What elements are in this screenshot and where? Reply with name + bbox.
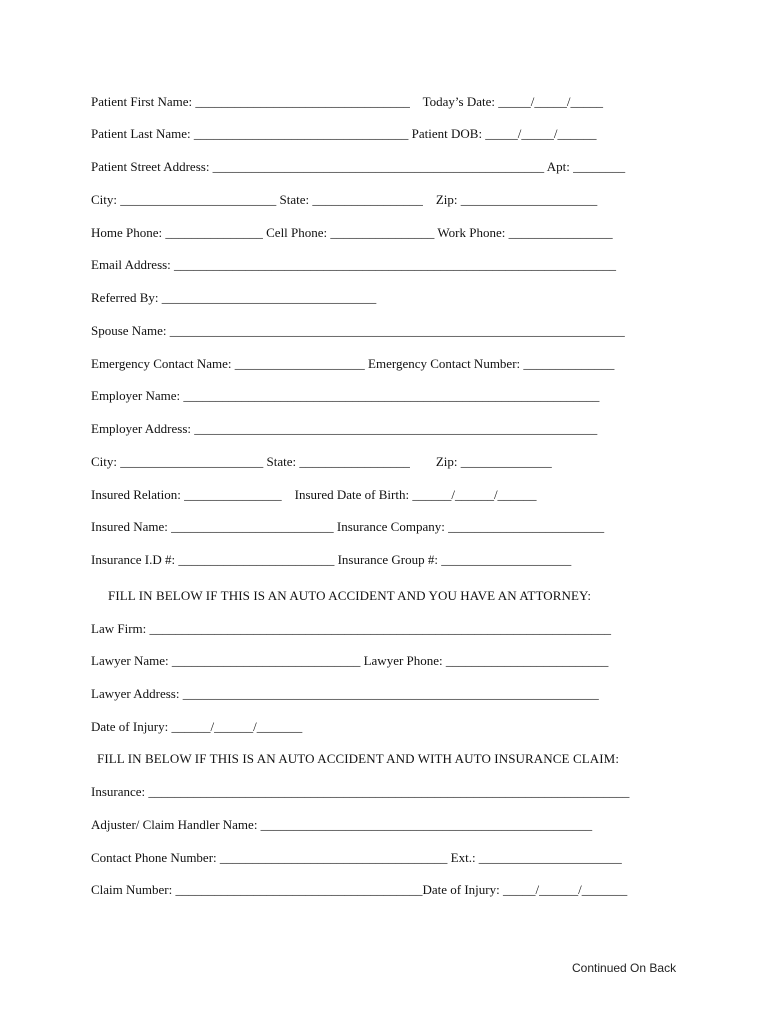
row-date-of-injury[interactable]: Date of Injury: ______/______/_______: [91, 719, 303, 734]
row-claim-number[interactable]: Claim Number: ______________________________________Date of Injury: _____/______/_______: [91, 882, 628, 897]
row-referred-by[interactable]: Referred By: _________________________________: [91, 290, 377, 305]
row-contact-phone[interactable]: Contact Phone Number: ___________________________________ Ext.: ______________________: [91, 850, 622, 865]
row-spouse-name[interactable]: Spouse Name: ______________________________________________________________________: [91, 323, 625, 338]
attorney-section-heading: FILL IN BELOW IF THIS IS AN AUTO ACCIDENT AND YOU HAVE AN ATTORNEY:: [108, 588, 592, 603]
row-patient-street-address[interactable]: Patient Street Address: ___________________________________________________ Apt: ________: [91, 159, 626, 174]
row-insurance[interactable]: Insurance: __________________________________________________________________________: [91, 784, 630, 799]
claim-section-heading: FILL IN BELOW IF THIS IS AN AUTO ACCIDENT AND WITH AUTO INSURANCE CLAIM:: [97, 751, 620, 766]
row-insurance-id[interactable]: Insurance I.D #: ________________________ Insurance Group #: ____________________: [91, 552, 572, 567]
row-law-firm[interactable]: Law Firm: _______________________________________________________________________: [91, 621, 611, 636]
row-patient-first-name[interactable]: Patient First Name: _________________________________ Today’s Date: _____/_____/_____: [91, 94, 603, 109]
row-city-state-zip[interactable]: City: ________________________ State: _________________ Zip: _____________________: [91, 192, 598, 207]
row-insured-relation[interactable]: Insured Relation: _______________ Insured Date of Birth: ______/______/______: [91, 487, 537, 502]
row-adjuster-claim-handler[interactable]: Adjuster/ Claim Handler Name: ___________________________________________________: [91, 817, 593, 832]
row-lawyer-name-phone[interactable]: Lawyer Name: _____________________________ Lawyer Phone: _________________________: [91, 653, 609, 668]
row-employer-name[interactable]: Employer Name: ________________________________________________________________: [91, 388, 600, 403]
row-employer-city-state-zip[interactable]: City: ______________________ State: _________________ Zip: ______________: [91, 454, 552, 469]
row-email-address[interactable]: Email Address: ____________________________________________________________________: [91, 257, 617, 272]
row-employer-address[interactable]: Employer Address: ______________________________________________________________: [91, 421, 598, 436]
row-emergency-contact[interactable]: Emergency Contact Name: ____________________ Emergency Contact Number: ______________: [91, 356, 615, 371]
row-phones[interactable]: Home Phone: _______________ Cell Phone: ________________ Work Phone: ________________: [91, 225, 613, 240]
row-lawyer-address[interactable]: Lawyer Address: ________________________________________________________________: [91, 686, 599, 701]
continued-on-back-note: Continued On Back: [572, 961, 677, 975]
row-insured-name[interactable]: Insured Name: _________________________ Insurance Company: ________________________: [91, 519, 605, 534]
row-patient-last-name[interactable]: Patient Last Name: _________________________________ Patient DOB: _____/_____/______: [91, 126, 597, 141]
